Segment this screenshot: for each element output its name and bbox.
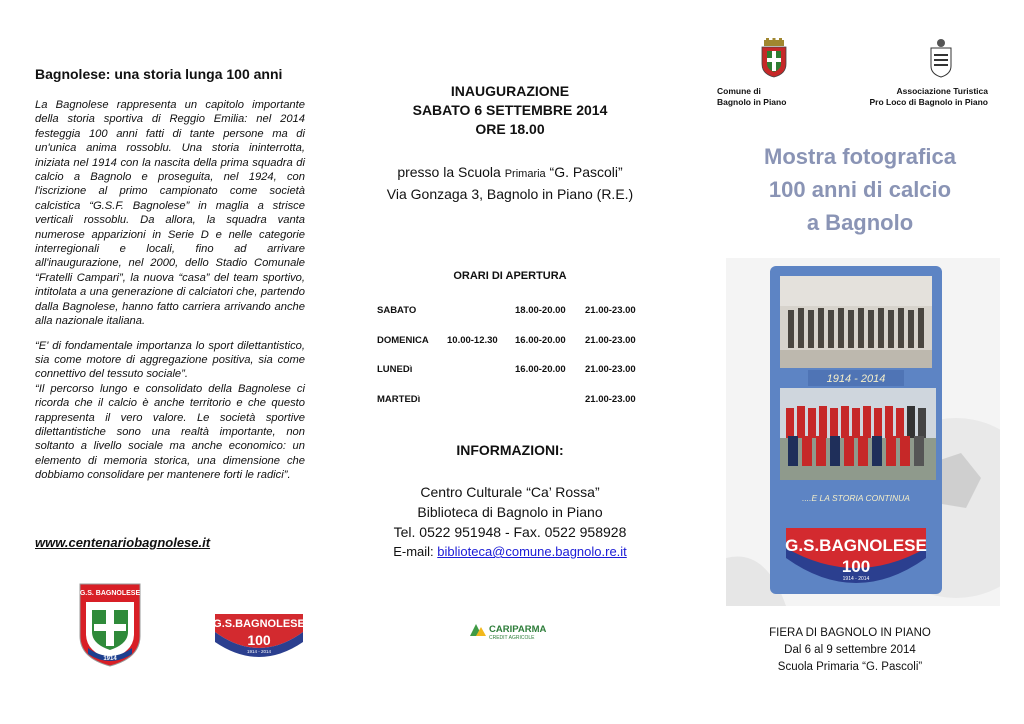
website-link[interactable]: www.centenariobagnolese.it <box>35 535 211 550</box>
hours-slot-c: 21.00-23.00 <box>585 364 636 376</box>
pro-loco-line1: Associazione Turistica <box>896 86 988 96</box>
hours-slot-b: 16.00-20.00 <box>515 364 566 376</box>
fiera-dates: Dal 6 al 9 settembre 2014 <box>784 644 916 656</box>
opening-hours-table <box>377 296 636 414</box>
email-link[interactable]: biblioteca@comune.bagnolo.re.it <box>437 544 627 559</box>
venue-pre: presso la Scuola <box>397 164 505 180</box>
hours-slot-b <box>515 385 585 415</box>
venue-school <box>360 162 660 184</box>
hours-slot-a <box>447 355 515 385</box>
contact-center: Centro Culturale “Ca’ Rossa” <box>420 484 600 500</box>
contact-email <box>350 542 670 562</box>
table-row <box>377 296 636 326</box>
inauguration-block <box>360 82 660 139</box>
hours-slot-c: 21.00-23.00 <box>585 334 636 346</box>
hours-slot-b: 18.00-20.00 <box>515 305 566 317</box>
venue-address: Via Gonzaga 3, Bagnolo in Piano (R.E.) <box>386 186 634 202</box>
hours-slot-a <box>447 296 515 326</box>
headline-line1: Mostra fotografica <box>764 144 956 169</box>
fiera-block <box>740 625 960 676</box>
poster-years: 1914 - 2014 <box>826 373 886 385</box>
venue-small: Primaria <box>504 168 546 180</box>
poster-small-years: 1914 - 2014 <box>842 576 870 582</box>
venue-post: “G. Pascoli” <box>545 164 623 180</box>
gs-bagnolese-shield-logo <box>78 580 142 668</box>
hours-slot-a: 10.00-12.30 <box>447 334 498 346</box>
logo-club-name: G.S. BAGNOLESE <box>79 590 141 597</box>
table-row <box>377 326 636 356</box>
inauguration-label: INAUGURAZIONE <box>450 83 570 99</box>
hours-day: SABATO <box>377 305 417 317</box>
pro-loco-crest-icon <box>928 38 954 78</box>
comune-line2: Bagnolo in Piano <box>717 97 787 107</box>
sponsor-subtitle: CREDIT AGRICOLE <box>489 635 535 641</box>
inauguration-date: SABATO 6 SETTEMBRE 2014 <box>412 102 608 118</box>
sponsor-name: CARIPARMA <box>489 624 547 635</box>
quote-paragraph: “E' di fondamentale importanza lo sport dilettantistico, sia come motore di aggregazione positiva, sia come connettivo del tessuto sociale”. <box>35 339 305 381</box>
hours-slot-c: 21.00-23.00 <box>585 393 636 405</box>
hours-day: LUNEDì <box>377 364 413 376</box>
poster-tagline: ....E LA STORIA CONTINUA <box>802 493 910 503</box>
info-title: INFORMAZIONI: <box>456 442 564 458</box>
opening-hours-title: ORARI DI APERTURA <box>453 270 567 282</box>
hours-slot-b: 16.00-20.00 <box>515 334 566 346</box>
gs-bagnolese-100-logo <box>213 612 305 664</box>
fiera-venue: Scuola Primaria “G. Pascoli” <box>777 661 923 673</box>
venue-block <box>360 162 660 204</box>
contact-library: Biblioteca di Bagnolo in Piano <box>417 504 603 520</box>
hours-slot-a <box>447 385 515 415</box>
history-paragraph: La Bagnolese rappresenta un capitolo importante della storia sportiva di Reggio Emilia: nel 2014 festeggia 100 anni fatti di tante persone ma di un'unica anima rossoblu. Una storia ininterrotta, iniziata nel 1914 con la nascita della prima squadra di calcio a Bagnolo e proseguita, nel 1924, con l'iscrizione al primo campionato come società calcistica “G.S.F. Bagnolese” in maglia a strisce verticali rossoblu. Da allora, la squadra vanta numerose apparizioni in Serie D e nelle categorie interregionali e locali, fino ad arrivare all'inaugurazione, nel 2000, dello Stadio Comunale “Fratelli Campari”, la nuova “casa” del team sportivo, intitolata a una generazione di calciatori che, partendo dalla Bagnolese, hanno fatto carriera arrivando anche alla nazionale italiana. <box>35 99 305 328</box>
poster-club-name: G.S.BAGNOLESE <box>785 536 927 555</box>
inauguration-time: ORE 18.00 <box>475 121 545 137</box>
history-title: Bagnolese: una storia lunga 100 anni <box>35 66 283 82</box>
comune-label <box>717 86 786 108</box>
poster-100: 100 <box>841 557 871 576</box>
headline-line3: a Bagnolo <box>806 210 914 235</box>
fiera-title: FIERA DI BAGNOLO IN PIANO <box>769 627 931 639</box>
logo-club-name: G.S.BAGNOLESE <box>213 618 305 630</box>
comune-crest-icon <box>758 38 790 78</box>
pro-loco-label <box>869 86 988 108</box>
table-row <box>377 385 636 415</box>
table-row <box>377 355 636 385</box>
comune-line1: Comune di <box>717 86 761 96</box>
exhibition-headline <box>720 140 1000 239</box>
logo-years: 1914 - 2014 <box>246 649 272 654</box>
logo-100: 100 <box>247 632 271 648</box>
history-text <box>35 98 305 493</box>
hours-day: DOMENICA <box>377 334 429 346</box>
contacts-block <box>350 482 670 562</box>
logo-year: 1914 <box>103 656 117 662</box>
hours-day: MARTEDì <box>377 393 421 405</box>
quote-paragraph: “Il percorso lungo e consolidato della Bagnolese ci ricorda che il calcio è anche territorio e che questo rappresenta il vero valore. Le società sportive dilettantistiche sono una realtà importante, non soltanto a livello sociale ma anche economico: un elemento di memoria storica, una dimensione che dobbiamo consolidare per mantenere forti le radici”. <box>35 382 305 482</box>
hours-slot-c: 21.00-23.00 <box>585 305 636 317</box>
contact-phone: Tel. 0522 951948 - Fax. 0522 958928 <box>393 524 627 540</box>
pro-loco-line2: Pro Loco di Bagnolo in Piano <box>869 97 988 107</box>
centenary-poster-image <box>726 258 1000 606</box>
headline-line2: 100 anni di calcio <box>768 177 952 202</box>
email-label: E-mail: <box>393 544 438 559</box>
cariparma-logo <box>468 620 558 642</box>
